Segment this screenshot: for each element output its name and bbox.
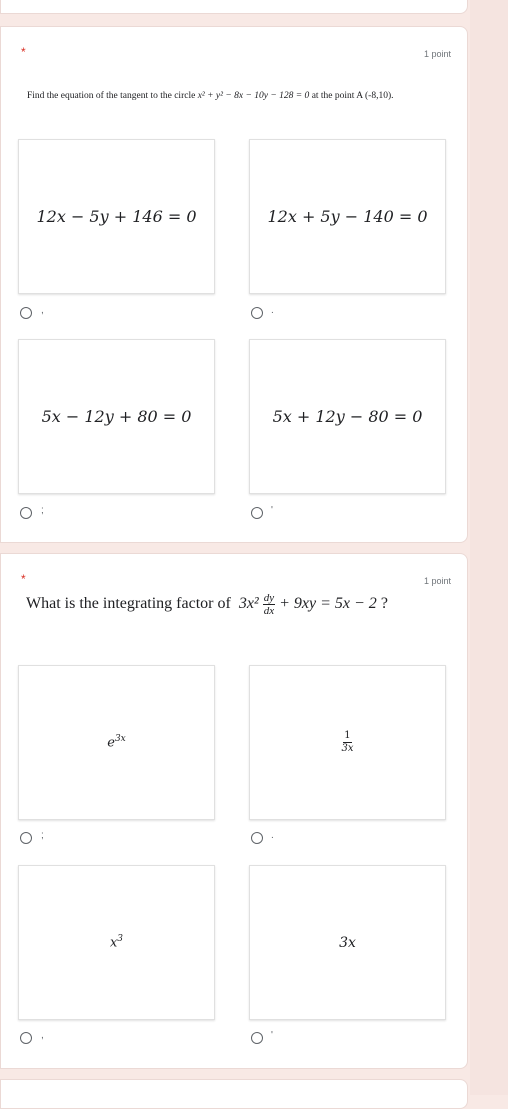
question-suffix: at the point A (-8,10).: [311, 91, 394, 101]
question-suffix: ?: [380, 595, 388, 613]
points-label: 1 point: [423, 576, 451, 586]
radio-label-d: ': [271, 505, 273, 516]
option-image-d[interactable]: [249, 339, 446, 494]
fraction-numerator: dy: [263, 592, 275, 604]
question-equation: x² + y² − 8x − 10y − 128 = 0: [197, 91, 310, 101]
option-image-a[interactable]: [18, 665, 215, 820]
radio-label-c: ;: [41, 505, 44, 516]
option-image-b[interactable]: [249, 665, 446, 820]
radio-label-b: .: [271, 830, 274, 841]
radio-label-a: ,: [41, 305, 44, 316]
radio-option-c[interactable]: [20, 507, 32, 519]
question-card-2: [0, 553, 468, 1069]
question-card-1: [0, 26, 468, 543]
option-image-a[interactable]: [18, 139, 215, 294]
required-asterisk: *: [21, 572, 26, 586]
radio-option-a[interactable]: [20, 832, 32, 844]
option-image-c[interactable]: [18, 339, 215, 494]
question-lhs: 3x²: [238, 595, 259, 613]
fraction-denominator: dx: [263, 605, 275, 617]
option-a-expression: $e^{3x}$: [107, 734, 126, 751]
question-rhs: + 9xy = 5x − 2: [279, 595, 377, 613]
next-question-card: [0, 1079, 468, 1109]
option-c-equation: 5x − 12y + 80 = 0: [41, 407, 192, 426]
radio-option-c[interactable]: [20, 1032, 32, 1044]
question-text: [26, 592, 388, 617]
radio-option-b[interactable]: [251, 307, 263, 319]
radio-label-c: ,: [41, 1030, 44, 1041]
option-d-expression: 3x: [339, 934, 356, 951]
points-label: 1 point: [423, 49, 451, 59]
radio-option-a[interactable]: [20, 307, 32, 319]
radio-option-d[interactable]: [251, 507, 263, 519]
required-asterisk: *: [21, 45, 26, 59]
radio-label-b: .: [271, 305, 274, 316]
option-b-fraction: $\frac{1}{3x}$: [341, 730, 354, 754]
option-d-equation: 5x + 12y − 80 = 0: [272, 407, 423, 426]
option-image-b[interactable]: [249, 139, 446, 294]
page-side-strip: [470, 0, 508, 1095]
question-fraction: [263, 592, 275, 617]
option-image-c[interactable]: [18, 865, 215, 1020]
previous-question-card: [0, 0, 468, 14]
option-a-equation: 12x − 5y + 146 = 0: [36, 207, 197, 226]
option-b-equation: 12x + 5y − 140 = 0: [267, 207, 428, 226]
radio-label-d: ': [271, 1030, 273, 1041]
radio-option-b[interactable]: [251, 832, 263, 844]
option-c-expression: $x^3$: [109, 934, 124, 951]
radio-option-d[interactable]: [251, 1032, 263, 1044]
question-prefix: What is the integrating factor of: [26, 595, 231, 613]
question-text: [27, 87, 452, 105]
radio-label-a: ;: [41, 830, 44, 841]
question-prefix: Find the equation of the tangent to the circle: [27, 91, 196, 101]
option-image-d[interactable]: [249, 865, 446, 1020]
